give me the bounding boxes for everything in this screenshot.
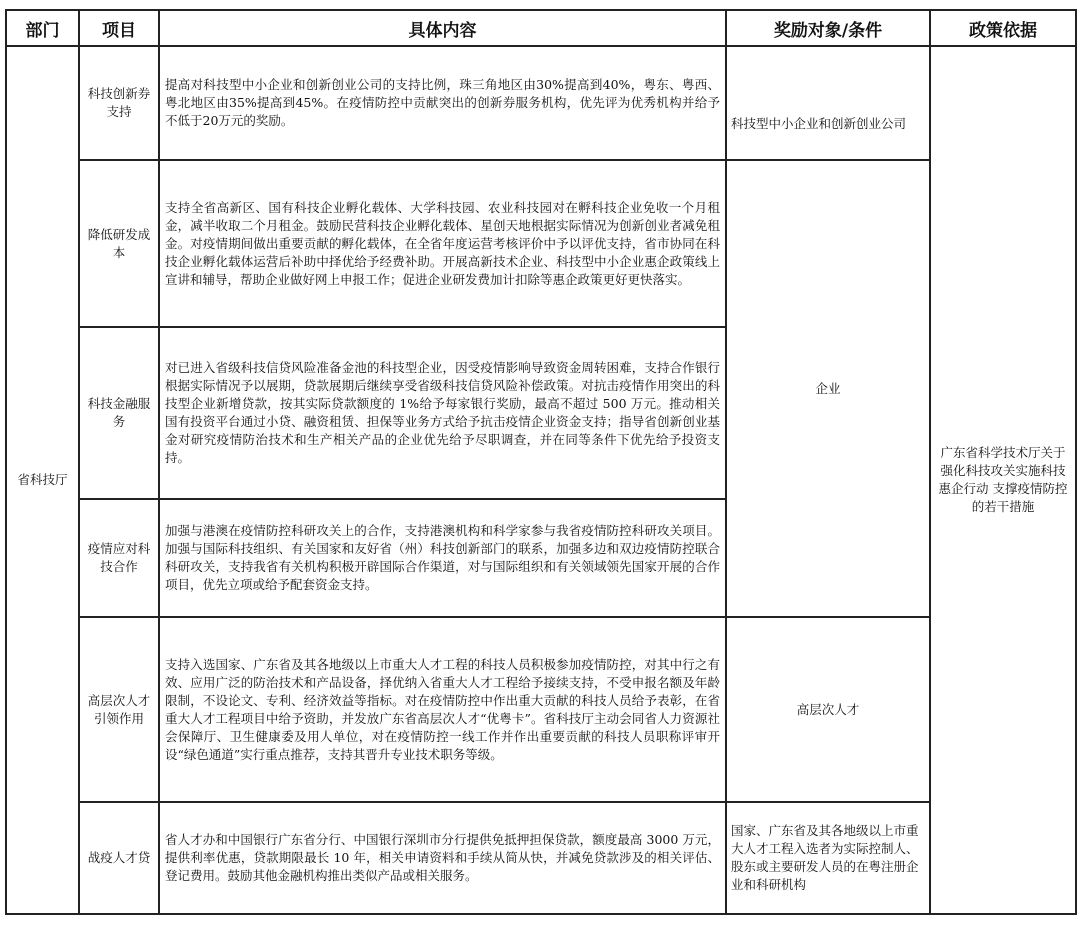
item-cell: 高层次人才引领作用 bbox=[79, 617, 159, 802]
header-row bbox=[6, 10, 1076, 46]
department-cell: 省科技厅 bbox=[6, 46, 79, 914]
content-cell: 支持入选国家、广东省及其各地级以上市重大人才工程的科技人员积极参加疫情防控，对其中行之有效、应用广泛的防治技术和产品设备，择优纳入省重大人才工程给予接续支持，不受申报名额及年龄限制，不设论文、专利、经济效益等指标。对在疫情防控中作出重大贡献的科技人员给予表彰，在省重大人才工程项目中给予资助，并发放广东省高层次人才“优粤卡”。省科技厅主动会同省人力资源社会保障厅、卫生健康委及用人单位，对在疫情防控一线工作并作出重要贡献的科技人员职称评审开设“绿色通道”实行重点推荐，支持其晋升专业技术职务等级。 bbox=[159, 617, 726, 802]
target-cell: 高层次人才 bbox=[726, 617, 930, 802]
table-row bbox=[6, 46, 1076, 160]
table-row bbox=[6, 617, 1076, 802]
policy-basis-cell: 广东省科学技术厅关于强化科技攻关实施科技惠企行动 支撑疫情防控的若干措施 bbox=[930, 46, 1076, 914]
item-cell: 战疫人才贷 bbox=[79, 802, 159, 914]
target-cell: 科技型中小企业和创新创业公司 bbox=[726, 46, 930, 160]
item-cell: 疫情应对科技合作 bbox=[79, 499, 159, 617]
header-item: 项目 bbox=[79, 10, 159, 46]
item-cell: 科技金融服务 bbox=[79, 327, 159, 499]
item-cell: 科技创新券支持 bbox=[79, 46, 159, 160]
table-row bbox=[6, 160, 1076, 327]
item-cell: 降低研发成本 bbox=[79, 160, 159, 327]
header-basis: 政策依据 bbox=[930, 10, 1076, 46]
header-content: 具体内容 bbox=[159, 10, 726, 46]
content-cell: 支持全省高新区、国有科技企业孵化载体、大学科技园、农业科技园对在孵科技企业免收一个月租金，减半收取二个月租金。鼓励民营科技企业孵化载体、星创天地根据实际情况为创新创业者减免租金。对疫情期间做出重要贡献的孵化载体，在全省年度运营考核评价中予以评优支持，省市协同在科技企业孵化载体运营后补助中择优给予经费补助。开展高新技术企业、科技型中小企业惠企政策线上宣讲和辅导，帮助企业做好网上申报工作；促进企业研发费加计扣除等惠企政策更好更快落实。 bbox=[159, 160, 726, 327]
content-cell: 省人才办和中国银行广东省分行、中国银行深圳市分行提供免抵押担保贷款，额度最高 3000 万元，提供利率优惠，贷款期限最长 10 年，相关申请资料和手续从简从快，并减免贷款涉及的相关评估、登记费用。鼓励其他金融机构推出类似产品或相关服务。 bbox=[159, 802, 726, 914]
content-cell: 加强与港澳在疫情防控科研攻关上的合作，支持港澳机构和科学家参与我省疫情防控科研攻关项目。加强与国际科技组织、有关国家和友好省（州）科技创新部门的联系，加强多边和双边疫情防控联合科研攻关，支持我省有关机构积极开辟国际合作渠道，对与国际组织和有关领域领先国家开展的合作项目，优先立项或给予配套资金支持。 bbox=[159, 499, 726, 617]
header-target: 奖励对象/条件 bbox=[726, 10, 930, 46]
header-dept: 部门 bbox=[6, 10, 79, 46]
table-row bbox=[6, 802, 1076, 914]
target-cell-enterprise: 企业 bbox=[726, 160, 930, 617]
target-cell: 国家、广东省及其各地级以上市重大人才工程入选者为实际控制人、股东或主要研发人员的在粤注册企业和科研机构 bbox=[726, 802, 930, 914]
content-cell: 提高对科技型中小企业和创新创业公司的支持比例，珠三角地区由30%提高到40%，粤东、粤西、粤北地区由35%提高到45%。在疫情防控中贡献突出的创新券服务机构，优先评为优秀机构并给予不低于20万元的奖励。 bbox=[159, 46, 726, 160]
content-cell: 对已进入省级科技信贷风险准备金池的科技型企业，因受疫情影响导致资金周转困难，支持合作银行根据实际情况予以展期，贷款展期后继续享受省级科技信贷风险补偿政策。对抗击疫情作用突出的科技型企业新增贷款，按其实际贷款额度的 1%给予每家银行奖励，最高不超过 500 万元。推动相关国有投资平台通过小贷、融资租赁、担保等业务方式给予抗击疫情企业资金支持；指导省创新创业基金对研究疫情防治技术和生产相关产品的企业优先给予尽职调查，并在同等条件下优先给予投资支持。 bbox=[159, 327, 726, 499]
policy-table bbox=[5, 9, 1077, 915]
